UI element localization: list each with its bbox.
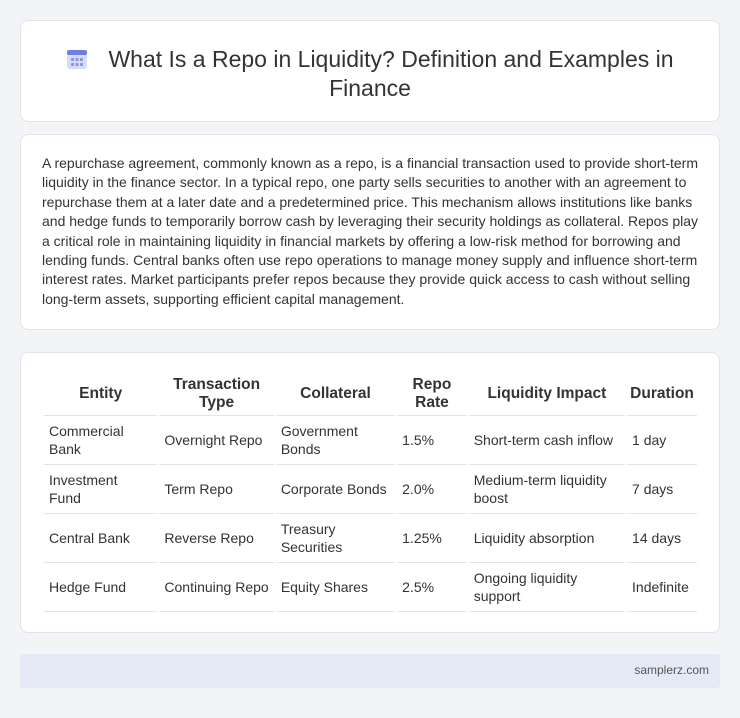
cell-entity: Commercial Bank xyxy=(44,416,157,465)
header-transaction-type: Transaction Type xyxy=(159,372,273,416)
header-entity: Entity xyxy=(44,372,157,416)
table-card xyxy=(20,352,720,633)
cell-collateral: Equity Shares xyxy=(276,563,395,612)
cell-duration: 7 days xyxy=(627,465,697,514)
cell-entity: Investment Fund xyxy=(44,465,157,514)
cell-liquidity-impact: Liquidity absorption xyxy=(469,514,625,563)
table-row xyxy=(44,416,697,465)
header-collateral: Collateral xyxy=(276,372,395,416)
cell-transaction-type: Term Repo xyxy=(159,465,273,514)
header-duration: Duration xyxy=(627,372,697,416)
cell-duration: Indefinite xyxy=(627,563,697,612)
cell-collateral: Corporate Bonds xyxy=(276,465,395,514)
cell-collateral: Treasury Securities xyxy=(276,514,395,563)
cell-collateral: Government Bonds xyxy=(276,416,395,465)
cell-repo-rate: 1.25% xyxy=(397,514,467,563)
cell-entity: Central Bank xyxy=(44,514,157,563)
calendar-icon xyxy=(66,48,88,70)
cell-liquidity-impact: Medium-term liquidity boost xyxy=(469,465,625,514)
description-card xyxy=(20,134,720,330)
cell-liquidity-impact: Ongoing liquidity support xyxy=(469,563,625,612)
cell-duration: 14 days xyxy=(627,514,697,563)
cell-repo-rate: 1.5% xyxy=(397,416,467,465)
table-row xyxy=(44,563,697,612)
cell-liquidity-impact: Short-term cash inflow xyxy=(469,416,625,465)
header-liquidity-impact: Liquidity Impact xyxy=(469,372,625,416)
table-row xyxy=(44,465,697,514)
cell-transaction-type: Continuing Repo xyxy=(159,563,273,612)
cell-entity: Hedge Fund xyxy=(44,563,157,612)
footer-bar xyxy=(20,654,720,688)
cell-transaction-type: Reverse Repo xyxy=(159,514,273,563)
cell-repo-rate: 2.0% xyxy=(397,465,467,514)
page-title: What Is a Repo in Liquidity? Definition and Examples in Finance xyxy=(108,46,674,101)
cell-repo-rate: 2.5% xyxy=(397,563,467,612)
repo-table xyxy=(42,372,699,612)
cell-duration: 1 day xyxy=(627,416,697,465)
footer-site-link[interactable]: samplerz.com xyxy=(634,663,709,677)
cell-transaction-type: Overnight Repo xyxy=(159,416,273,465)
table-header-row xyxy=(44,372,697,416)
title-card xyxy=(20,20,720,122)
description-text: A repurchase agreement, commonly known as a repo, is a financial transaction used to provide short-term liquidity in the finance sector. In a typical repo, one party sells securities to another with an agreement to repurchase them at a later date and a predetermined price. This mechanism allows institutions like banks and hedge funds to temporarily borrow cash by leveraging their security holdings as collateral. Repos play a critical role in maintaining liquidity in financial markets by offering a low-risk method for borrowing and lending funds. Central banks often use repo operations to manage money supply and influence short-term interest rates. Market participants prefer repos because they provide quick access to cash without selling long-term assets, supporting efficient capital management. xyxy=(42,155,699,307)
header-repo-rate: Repo Rate xyxy=(397,372,467,416)
page-title-container xyxy=(21,45,719,103)
table-row xyxy=(44,514,697,563)
